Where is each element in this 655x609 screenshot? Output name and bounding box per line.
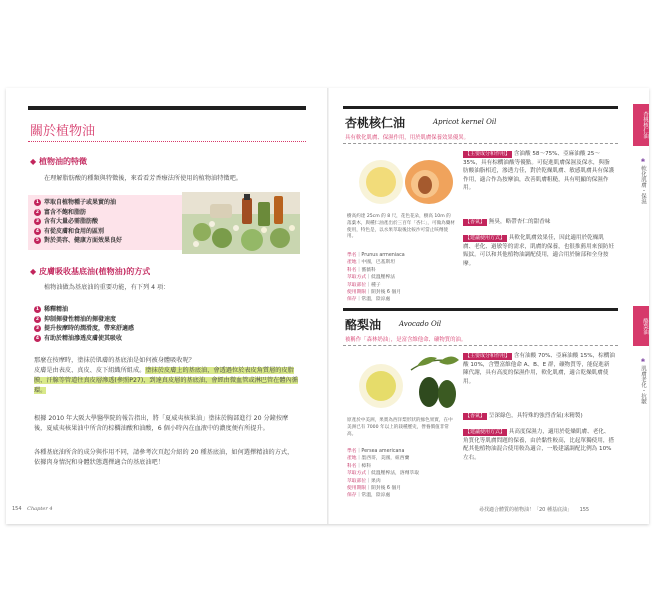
right-footer: 尋找適合體質的植物油！「20 種基底油」 155 — [479, 507, 590, 513]
heading-marker-icon: ◆ — [30, 157, 37, 166]
apricot-photo — [351, 150, 461, 210]
features-heading — [30, 156, 87, 167]
section-title: 關於植物油 — [30, 124, 96, 139]
list-item: 3 含有大量必需脂肪酸 — [35, 218, 99, 225]
side-label-aging: ❀ 肌膚老化・抗皺 — [640, 358, 646, 405]
oil1-advice: 【建議使用方式】 具軟化肌膚效果佳，因此適用於乾燥肌膚、老化、過敏等的需求，肌膚的保養，也很推薦用來預防妊娠紋。可以和其他植物油調配使用，適合用於臉部和全身按摩。 — [463, 235, 615, 267]
features-intro: 在理解脂肪酸的種類與特徵後，來看看芳香療法所使用的植物油特徵吧。 — [44, 175, 242, 182]
absorb-intro: 植物油做為基底油的重要功能，有下列 4 項： — [44, 284, 170, 291]
top-rule — [343, 106, 618, 109]
oil2-caption: 原產於中美洲，果實為西洋梨形狀的綠色果實，在中美洲已有 7000 年以上的栽種歷史，營養價值非常高。 — [347, 418, 453, 437]
right-page — [329, 88, 649, 524]
absorb-heading — [30, 266, 150, 277]
oil1-components: 【主要成分和作用】 含油酸 58～75%、亞麻油酸 25～35%，具有棕櫚油酸等優點。可促進肌膚保濕及保水，與脂肪酸油脂相近，滲透力佳，對於乾燥肌膚、敏感肌膚具有保護作用，適合作為按摩油，改善肌膚粗糙，具有明顯的保濕作用。 — [463, 151, 615, 192]
functions-list — [28, 302, 312, 347]
side-label-moisture: ❀ 軟化肌膚・保濕 — [640, 158, 646, 205]
side-tab-apricot[interactable]: 杏桃核仁油 — [633, 104, 649, 146]
oil1-subtitle: 具有軟化肌膚、保濕作用，用於肌膚保養效果優異。 — [345, 135, 469, 141]
mid-rule — [343, 308, 618, 311]
avocado-photo — [351, 352, 461, 414]
side-tab-avocado[interactable]: 酪梨油 — [633, 306, 649, 346]
list-item: 3 提升按摩時的潤滑度，帶來舒適感 — [35, 325, 135, 332]
list-item: 1 萃取自植物種子或果實的油 — [35, 199, 117, 206]
oil1-name-en: Apricot kernel Oil — [433, 118, 497, 126]
left-footer: 154 Chapter 4 — [12, 506, 53, 512]
oil1-scent: 【香氣】 無臭，略帶杏仁的甜香味 — [465, 219, 551, 225]
list-item: 4 有助於精油滲透皮膚使其吸收 — [35, 334, 123, 342]
oil2-advice: 【建議使用方式】 具高度保濕力，適用於乾燥肌膚、老化、角質化等肌膚問題的保養，由於黏性較高，比起單獨使用，搭配其他植物油混合使用較為適合，一般建議調配比例為 10% 左右。 — [463, 429, 615, 461]
list-item: 1 稀釋精油 — [35, 306, 69, 313]
herbs-oil-photo — [182, 192, 300, 254]
body-paragraph-3: 各種基底油所含的成分與作用不同，請參考次頁起介紹的 20 種基底油，如何選擇精油的方式，依據肉身情況和身體狀態選擇適合的基底油吧！ — [34, 449, 294, 466]
features-list — [28, 195, 182, 250]
body-paragraph-1: 那麼在按摩時，塗抹於肌膚的基底油是如何被身體吸收呢？ 皮膚是由表皮、真皮、皮下組織所組成。塗抹於皮膚上的基底油，會透過位於表皮角質層的皮脂膜、汗腺等管道往真皮層滲透(參照P27)，到達真皮層的基底油，會經由微血管或淋巴管在體內循環。 — [34, 357, 298, 394]
divider-vine — [343, 143, 618, 144]
list-item: 2 抑制揮發性精油的揮發速度 — [35, 315, 117, 323]
oil2-name: 酪梨油 — [345, 318, 382, 332]
oil1-caption: 樹高約達 25cm 的 8 尺，花色花朵，樹高 10m 的落葉木，與種仁油產出於三百年「杏仁」，可做為藥材使用，特色是，以水果萃取後比較沙可當止咳劑使用。 — [347, 214, 455, 240]
divider-vine — [343, 345, 618, 346]
oil2-components: 【主要成分和作用】 含有油酸 70%、亞麻油酸 15%，棕櫚油酸 10%，含豐富維他命 A、B、E 群，礦物質等，能促進新陳代謝，具有高度的保濕作用，軟化肌膚，適合乾燥肌膚使用。 — [463, 353, 615, 385]
oil2-subtitle: 被稱作「森林奶油」，是富含維他命、礦物質的油。 — [345, 337, 467, 343]
flower-icon: ❀ — [640, 158, 646, 164]
oil1-meta: 學名｜Prunus armeniaca 產地｜中國，巴基斯坦 科名｜薔薇科 萃取方式｜低溫壓榨法 萃取部位｜種子 使用期限｜開封後 6 個月 保存｜常溫，陰涼處 — [347, 253, 405, 303]
body-paragraph-2: 根據 2010 年大阪大學醫學院的報告指出，將「夏威夷核果油」塗抹於胸部進行 20 分鐘按摩後，夏威夷核果油中所含的棕櫚油酸和油酸，6 個小時內在血液中的濃度便有所提升。 — [34, 415, 289, 432]
list-item: 5 對於美容、健康方面效果良好 — [35, 237, 123, 244]
oil2-scent: 【香氣】 呈深綠色，具特殊的強烈香氣(未精製) — [465, 413, 583, 419]
left-page — [6, 88, 327, 524]
flower-icon: ❀ — [640, 358, 646, 364]
oil1-name: 杏桃核仁油 — [345, 116, 406, 130]
heading-marker-icon: ◆ — [30, 267, 37, 276]
oil2-meta: 學名｜Persea americana 產地｜墨西哥，美國，紐西蘭 科名｜樟科 萃取方式｜低溫壓榨法，溶劑萃取 萃取部位｜果肉 使用期限｜開封後 6 個月 保存｜常溫，陰涼處 — [347, 449, 419, 499]
top-rule — [28, 106, 306, 110]
oil2-name-en: Avocado Oil — [399, 320, 442, 328]
list-item: 4 有從皮膚和食用的區別 — [35, 227, 105, 235]
highlighted-text: 塗抹於皮膚上的基底油，會透過位於表皮角質層的皮脂膜、汗腺等管道往真皮層滲透(參照P27)，到達真皮層的基底油，會經由微血管或淋巴管在體內循環。 — [34, 367, 298, 394]
title-dots — [28, 141, 306, 142]
features-heading-text: 植物油的特徵 — [38, 157, 87, 166]
list-item: 2 富含不飽和脂肪 — [35, 208, 87, 216]
absorb-heading-text: 皮膚吸收基底油(植物油)的方式 — [38, 267, 151, 276]
book-spread — [6, 88, 649, 524]
